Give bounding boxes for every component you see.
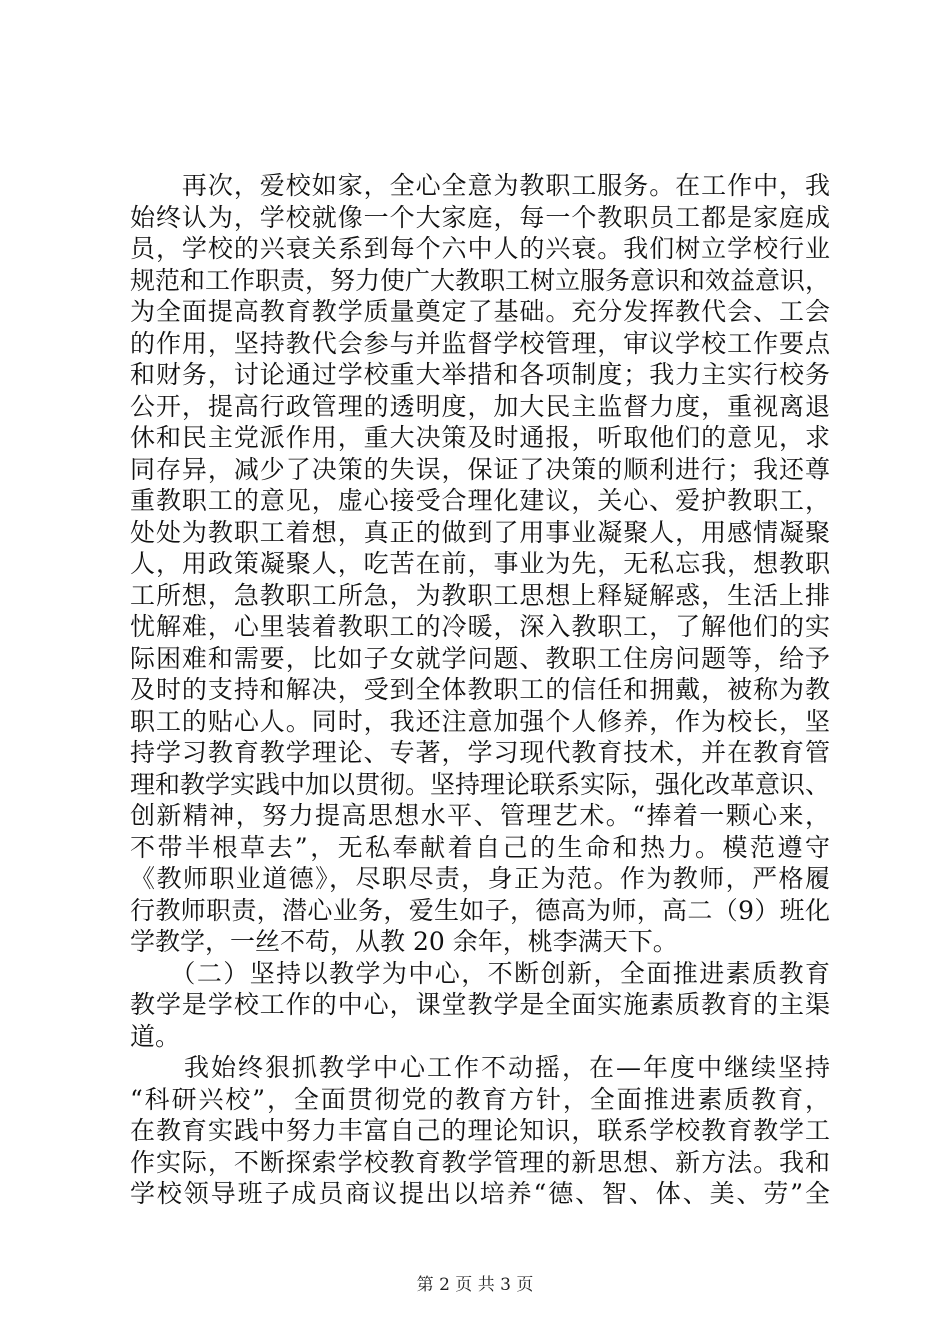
text-line-30: “科研兴校”，全面贯彻党的教育方针，全面推进素质教育， <box>130 1084 830 1114</box>
text-line-3: 员，学校的兴衰关系到每个六中人的兴衰。我们树立学校行业 <box>130 234 830 263</box>
text-line-14: 工所想，急教职工所急，为教职工思想上释疑解惑，生活上排 <box>130 580 830 610</box>
text-line-17: 及时的支持和解决，受到全体教职工的信任和拥戴，被称为教 <box>130 675 830 704</box>
page-footer: 第 2 页 共 3 页 <box>416 1275 534 1295</box>
text-line-20: 理和教学实践中加以贯彻。坚持理论联系实际，强化改革意识、 <box>130 769 831 799</box>
text-line-24: 行教师职责，潜心业务，爱生如子，德高为师，高二（9）班化 <box>130 895 830 925</box>
text-line-32: 作实际，不断探索学校教育教学管理的新思想、新方法。我和 <box>130 1147 830 1177</box>
text-line-12: 处处为教职工着想，真正的做到了用事业凝聚人，用感情凝聚 <box>130 517 830 547</box>
text-line-2: 始终认为，学校就像一个大家庭，每一个教职员工都是家庭成 <box>130 202 830 232</box>
text-line-18: 职工的贴心人。同时，我还注意加强个人修养，作为校长，坚 <box>130 706 830 736</box>
body-text <box>130 170 830 1210</box>
text-line-13: 人，用政策凝聚人，吃苦在前，事业为先，无私忘我，想教职 <box>130 549 830 578</box>
text-line-22: 不带半根草去”，无私奉献着自己的生命和热力。模范遵守 <box>130 832 830 862</box>
text-line-8: 公开，提高行政管理的透明度，加大民主监督力度，重视离退 <box>130 391 830 421</box>
text-line-15: 忧解难，心里装着教职工的冷暖，深入教职工，了解他们的实 <box>130 612 830 641</box>
text-line-28: 道。 <box>130 1021 181 1051</box>
text-line-19: 持学习教育教学理论、专著，学习现代教育技术，并在教育管 <box>130 738 830 767</box>
text-line-25: 学教学，一丝不苟，从教 20 余年，桃李满天下。 <box>130 927 678 956</box>
text-line-31: 在教育实践中努力丰富自己的理论知识，联系学校教育教学工 <box>130 1116 830 1145</box>
text-line-21: 创新精神，努力提高思想水平、管理艺术。“捧着一颗心来， <box>130 801 830 830</box>
text-line-10: 同存异，减少了决策的失误，保证了决策的顺利进行；我还尊 <box>130 454 830 484</box>
text-line-11: 重教职工的意见，虚心接受合理化建议，关心、爱护教职工， <box>130 486 830 515</box>
text-line-6: 的作用，坚持教代会参与并监督学校管理，审议学校工作要点 <box>130 328 830 358</box>
text-line-7: 和财务，讨论通过学校重大举措和各项制度；我力主实行校务 <box>130 360 830 389</box>
text-line-1: 再次，爱校如家，全心全意为教职工服务。在工作中，我 <box>130 171 830 200</box>
text-line-33: 学校领导班子成员商议提出以培养“德、智、体、美、劳”全 <box>130 1179 830 1208</box>
text-line-27: 教学是学校工作的中心，课堂教学是全面实施素质教育的主渠 <box>130 990 830 1019</box>
text-line-26: （二）坚持以教学为中心，不断创新，全面推进素质教育 <box>130 958 830 988</box>
text-line-9: 休和民主党派作用，重大决策及时通报，听取他们的意见，求 <box>130 423 830 452</box>
text-line-4: 规范和工作职责，努力使广大教职工树立服务意识和效益意识， <box>130 265 831 295</box>
text-line-23: 《教师职业道德》，尽职尽责，身正为范。作为教师，严格履 <box>130 864 830 893</box>
text-line-16: 际困难和需要，比如子女就学问题、教职工住房问题等，给予 <box>130 643 830 673</box>
text-line-5: 为全面提高教育教学质量奠定了基础。充分发挥教代会、工会 <box>130 297 830 326</box>
text-line-29: 我始终狠抓教学中心工作不动摇，在—年度中继续坚持 <box>130 1053 830 1082</box>
